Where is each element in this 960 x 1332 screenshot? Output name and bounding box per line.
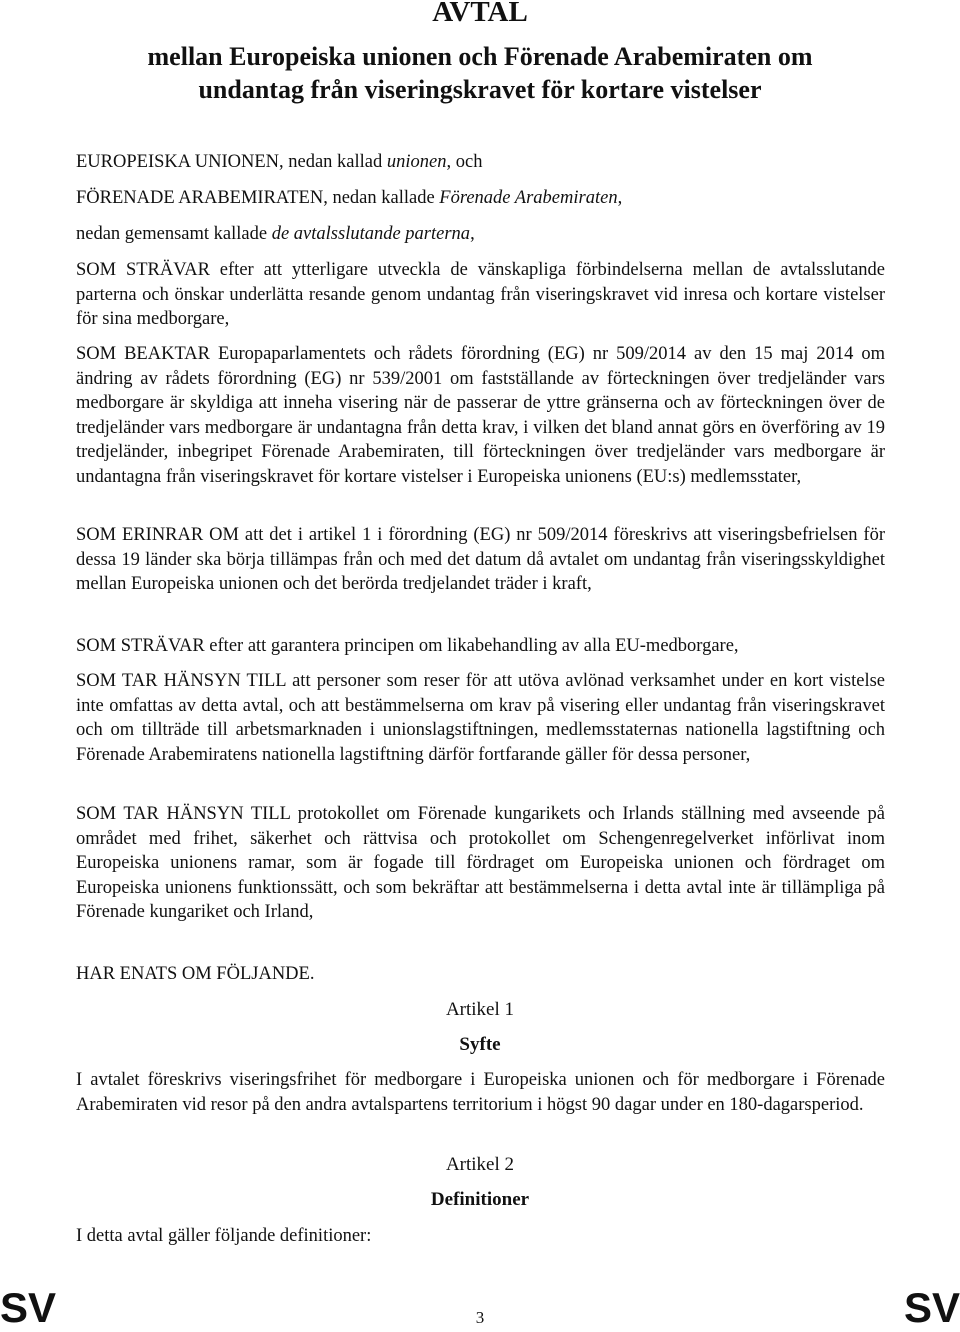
article-2-heading: Definitioner	[430, 1189, 530, 1210]
parties-joint-name: de avtalsslutande parterna	[271, 224, 471, 244]
party-eu: EUROPEISKA UNIONEN, nedan kallad unionen, och	[76, 152, 483, 172]
recital-4: SOM STRÄVAR efter att garantera principen om likabehandling av alla EU-medborgare,	[76, 636, 739, 656]
page-number: 3	[475, 1308, 485, 1327]
footer-language-right: SV	[903, 1284, 960, 1331]
agreed-statement: HAR ENATS OM FÖLJANDE.	[76, 964, 315, 984]
subtitle-line-2: undantag från viseringskravet för kortare vistelser	[198, 75, 762, 104]
party-uae: FÖRENADE ARABEMIRATEN, nedan kallade Förenade Arabemiraten,	[76, 188, 623, 208]
document-title: AVTAL	[432, 0, 528, 28]
footer-language-left: SV	[0, 1284, 57, 1331]
article-2-number: Artikel 2	[445, 1154, 515, 1175]
party-eu-short-name: unionen	[386, 152, 447, 172]
recital-1: SOM STRÄVAR efter att ytterligare utveckla de vänskapliga förbindelserna mellan de avtalsslutande parterna och önskar underlätta resande genom undantag från viseringskravet vid inresa och kortare vistelser för sina medborgare,	[76, 260, 885, 330]
recital-6: SOM TAR HÄNSYN TILL protokollet om Förenade kungarikets och Irlands ställning med avseende på området med frihet, säkerhet och rättvisa och protokollet om Schengenregelverket införlivat inom Europeiska unionens ramar, som är fogade till fördraget om Europeiska unionen och fördraget om Europeiska unionens funktionssätt, och som bekräftar att bestämmelserna i detta avtal inte är tillämpliga på Förenade kungariket och Irland,	[76, 804, 885, 923]
party-uae-short-name: Förenade Arabemiraten	[439, 188, 618, 208]
parties-joint: nedan gemensamt kallade de avtalsslutande parterna,	[76, 224, 475, 244]
document-subtitle	[76, 40, 884, 106]
recital-3: SOM ERINRAR OM att det i artikel 1 i förordning (EG) nr 509/2014 föreskrivs att viseringsbefrielsen för dessa 19 länder ska börja tillämpas från och med det datum då avtalet om undantag från viseringsskyldighet mellan Europeiska unionen och det berörda tredjelandet träder i kraft,	[76, 525, 885, 595]
article-1-text: I avtalet föreskrivs viseringsfrihet för medborgare i Europeiska unionen och för medborgare i Förenade Arabemiraten vid resor på den andra avtalspartens territorium i högst 90 dagar under en 180-dagarsperiod.	[76, 1070, 885, 1115]
article-2-text: I detta avtal gäller följande definitioner:	[76, 1226, 372, 1246]
article-1-heading: Syfte	[459, 1034, 501, 1055]
article-1-number: Artikel 1	[445, 999, 515, 1020]
recital-2: SOM BEAKTAR Europaparlamentets och rådets förordning (EG) nr 509/2014 av den 15 maj 2014 om ändring av rådets förordning (EG) nr 539/2001 om fastställande av förteckningen över tredjeländer vars medborgare är skyldiga att inneha visering när de passerar de yttre gränserna och av förteckningen över de tredjeländer vars medborgare är undantagna från detta krav, i vilken det bland annat görs en överföring av 19 tredjeländer, inbegripet Förenade Arabemiraten, till förteckningen över tredjeländer vars medborgare är undantagna från viseringskravet för kortare vistelser i Europeiska unionens (EU:s) medlemsstater,	[76, 344, 885, 487]
subtitle-line-1: mellan Europeiska unionen och Förenade Arabemiraten om	[147, 42, 813, 71]
recital-5: SOM TAR HÄNSYN TILL att personer som reser för att utöva avlönad verksamhet under en kort vistelse inte omfattas av detta avtal, och att bestämmelserna om krav på visering eller undantag från viseringskravet och om tillträde till arbetsmarknaden i unionslagstiftningen, medlemsstaternas nationella lagstiftning och Förenade Arabemiratens nationella lagstiftning därför fortfarande gäller för dessa personer,	[76, 671, 885, 765]
